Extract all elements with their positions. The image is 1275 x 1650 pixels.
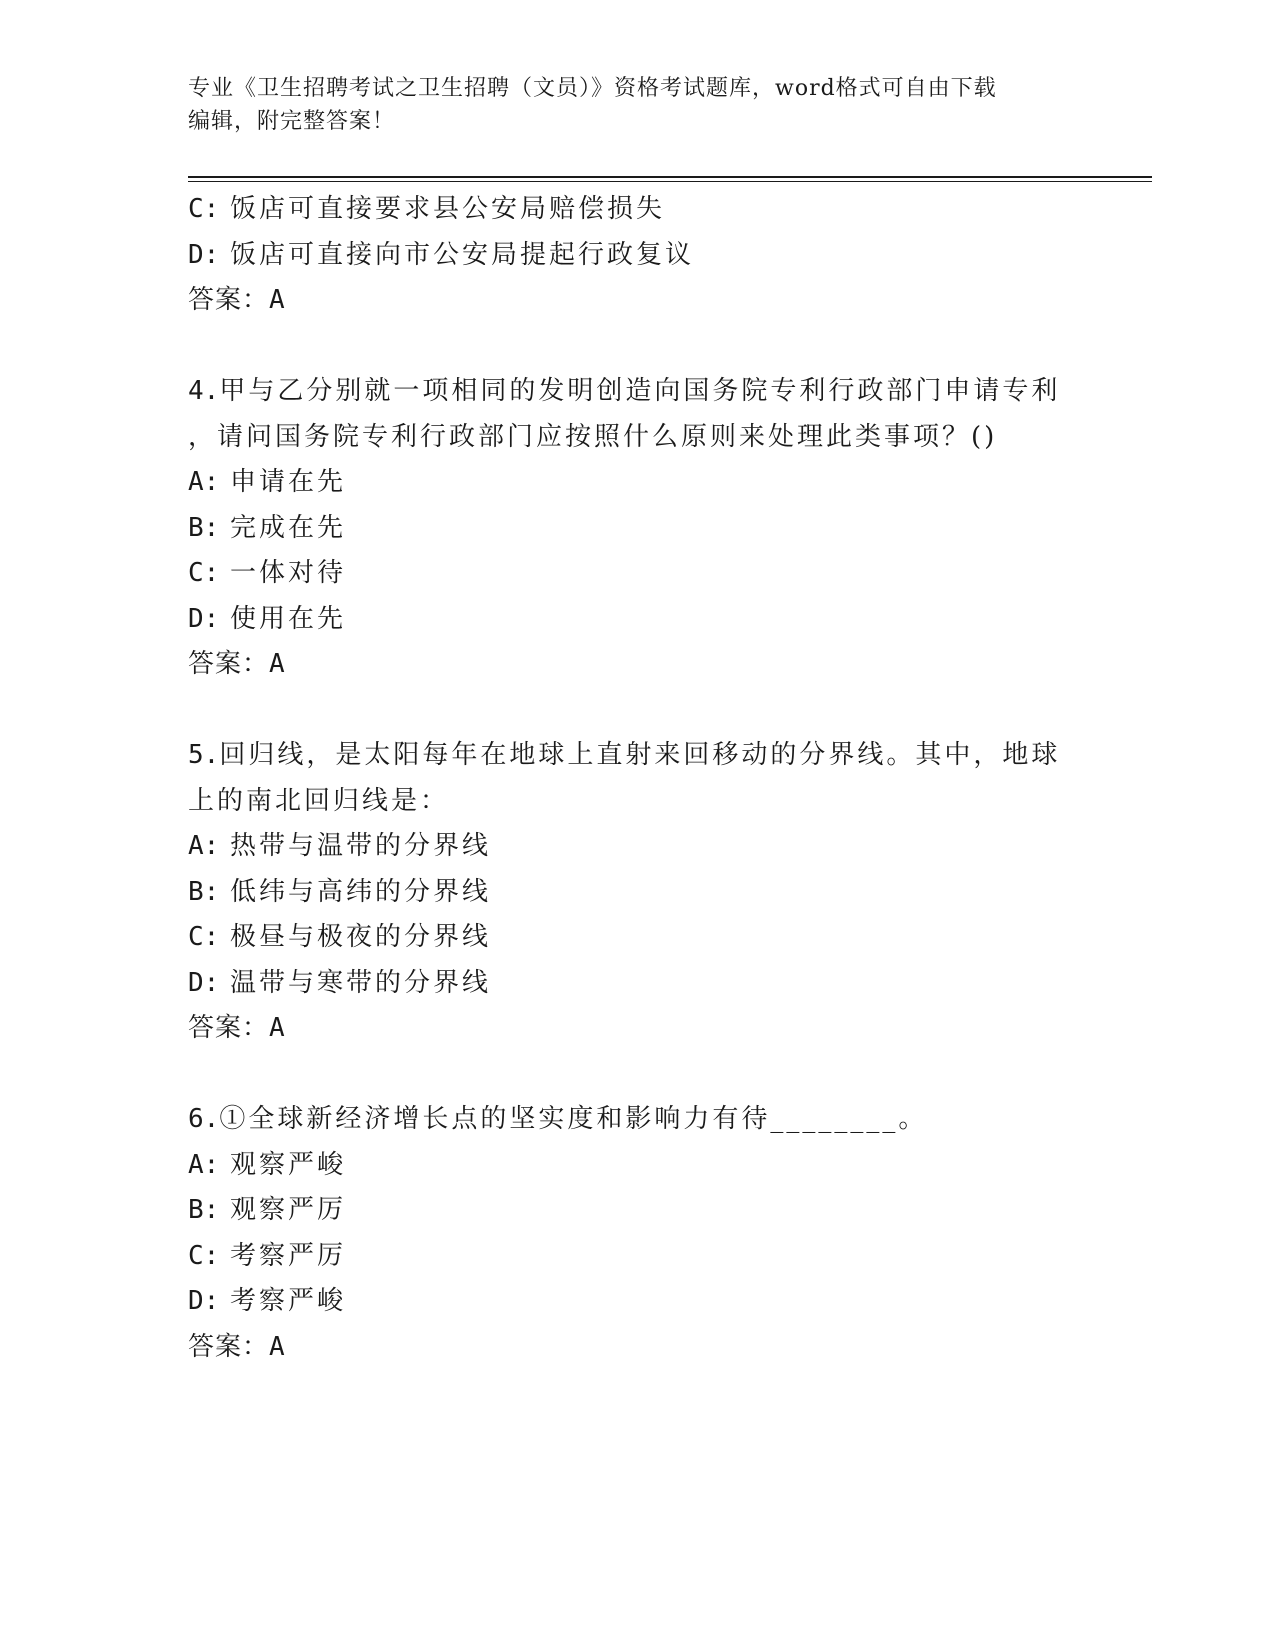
option-b bbox=[188, 1188, 1068, 1234]
option-c bbox=[188, 915, 1068, 961]
question-stem-line-1 bbox=[188, 1097, 1068, 1143]
option-letter: C: bbox=[188, 558, 220, 588]
option-a bbox=[188, 824, 1068, 870]
option-text: 饭店可直接要求县公安局赔偿损失 bbox=[230, 194, 666, 224]
option-a bbox=[188, 1143, 1068, 1189]
document-header bbox=[188, 72, 1068, 138]
option-text: 温带与寒带的分界线 bbox=[230, 967, 492, 998]
option-text: 低纬与高纬的分界线 bbox=[230, 876, 492, 907]
question-3-tail bbox=[188, 187, 1068, 324]
question-text: 上的南北回归线是： bbox=[188, 785, 450, 816]
question-text: 甲与乙分别就一项相同的发明创造向国务院专利行政部门申请专利 bbox=[219, 376, 1061, 406]
option-a bbox=[188, 460, 1068, 506]
spacer bbox=[188, 1052, 1068, 1098]
answer-line bbox=[188, 1325, 1068, 1371]
question-5 bbox=[188, 733, 1068, 1052]
spacer bbox=[188, 324, 1068, 370]
option-letter: A: bbox=[188, 831, 220, 861]
option-text: 考察严厉 bbox=[230, 1240, 347, 1271]
option-letter: D: bbox=[188, 239, 220, 270]
option-letter: D: bbox=[188, 967, 220, 998]
answer-label: 答案： bbox=[188, 1013, 270, 1043]
question-4 bbox=[188, 369, 1068, 688]
header-divider-thin bbox=[188, 181, 1152, 182]
answer-label: 答案： bbox=[188, 1331, 270, 1362]
header-line-1: 专业《卫生招聘考试之卫生招聘（文员）》资格考试题库，word格式可自由下载 bbox=[188, 76, 997, 101]
option-text: 饭店可直接向市公安局提起行政复议 bbox=[230, 239, 695, 270]
question-number: 6. bbox=[188, 1104, 220, 1134]
option-letter: D: bbox=[188, 603, 220, 634]
option-text: 观察严厉 bbox=[230, 1195, 347, 1225]
answer-label: 答案： bbox=[188, 649, 270, 679]
option-letter: B: bbox=[188, 512, 220, 543]
option-letter: A: bbox=[188, 1149, 220, 1180]
option-text: 申请在先 bbox=[230, 467, 347, 497]
option-text: 极昼与极夜的分界线 bbox=[230, 922, 492, 952]
option-letter: A: bbox=[188, 467, 220, 497]
answer-line bbox=[188, 642, 1068, 688]
option-b bbox=[188, 870, 1068, 916]
option-text: 观察严峻 bbox=[230, 1149, 347, 1180]
header-divider-thick bbox=[188, 176, 1152, 178]
question-stem-line-1 bbox=[188, 369, 1068, 415]
answer-line bbox=[188, 1006, 1068, 1052]
question-stem-line-2 bbox=[188, 779, 1068, 825]
option-d bbox=[188, 233, 1068, 279]
question-text: ，请问国务院专利行政部门应按照什么原则来处理此类事项？() bbox=[188, 421, 998, 452]
answer-value: A bbox=[269, 1013, 285, 1043]
option-text: 使用在先 bbox=[230, 603, 347, 634]
option-d bbox=[188, 597, 1068, 643]
option-letter: B: bbox=[188, 1195, 220, 1225]
option-d bbox=[188, 1279, 1068, 1325]
option-c bbox=[188, 1234, 1068, 1280]
answer-value: A bbox=[269, 649, 285, 679]
option-letter: B: bbox=[188, 876, 220, 907]
option-letter: C: bbox=[188, 194, 220, 224]
option-b bbox=[188, 506, 1068, 552]
header-line-2: 编辑，附完整答案！ bbox=[188, 109, 396, 134]
question-number: 4. bbox=[188, 376, 220, 406]
answer-line bbox=[188, 278, 1068, 324]
option-text: 一体对待 bbox=[230, 558, 347, 588]
answer-label: 答案： bbox=[188, 285, 270, 315]
option-d bbox=[188, 961, 1068, 1007]
question-6 bbox=[188, 1097, 1068, 1370]
option-letter: C: bbox=[188, 1240, 220, 1271]
question-text: ①全球新经济增长点的坚实度和影响力有待________。 bbox=[219, 1104, 928, 1134]
option-c bbox=[188, 187, 1068, 233]
question-stem-line-1 bbox=[188, 733, 1068, 779]
option-letter: C: bbox=[188, 922, 220, 952]
answer-value: A bbox=[269, 285, 285, 315]
option-text: 考察严峻 bbox=[230, 1286, 347, 1316]
answer-value: A bbox=[269, 1331, 285, 1362]
option-text: 完成在先 bbox=[230, 512, 347, 543]
option-c bbox=[188, 551, 1068, 597]
question-list bbox=[188, 187, 1068, 1370]
question-number: 5. bbox=[188, 740, 220, 770]
option-text: 热带与温带的分界线 bbox=[230, 831, 492, 861]
option-letter: D: bbox=[188, 1286, 220, 1316]
spacer bbox=[188, 688, 1068, 734]
question-stem-line-2 bbox=[188, 415, 1068, 461]
question-text: 回归线，是太阳每年在地球上直射来回移动的分界线。其中，地球 bbox=[219, 740, 1061, 770]
